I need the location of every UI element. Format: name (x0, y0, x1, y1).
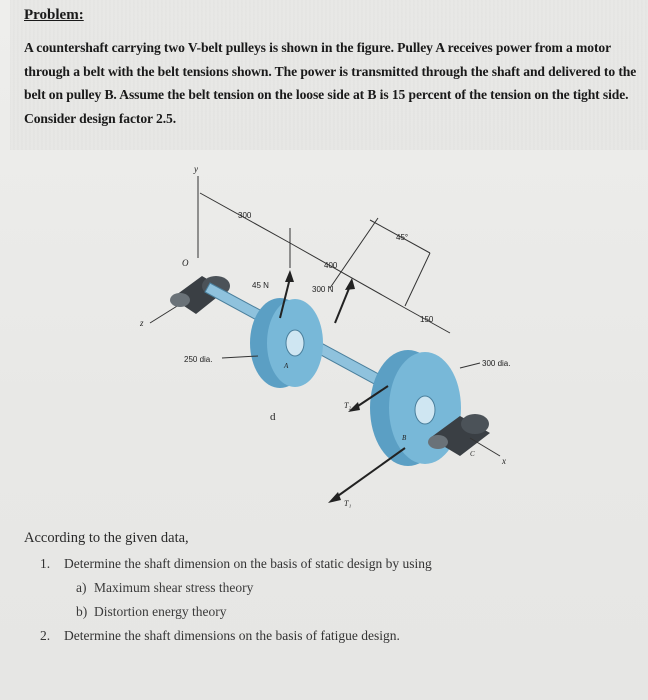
dim-400-line (290, 243, 405, 308)
label-d: d (270, 411, 276, 423)
label-dim-150: 150 (420, 315, 434, 324)
label-t1: T₁ (344, 499, 352, 508)
question-1-number: 1. (40, 556, 51, 571)
pulley-b (370, 350, 461, 466)
t1-arrowhead (328, 492, 341, 503)
label-dim-400: 400 (324, 261, 338, 270)
ext-line-right (405, 253, 430, 306)
force-300-arrow (335, 286, 350, 323)
problem-title: Problem: (24, 7, 84, 23)
question-2-number: 2. (40, 628, 51, 643)
label-dia-300: 300 dia. (482, 359, 511, 368)
label-y: y (194, 164, 198, 174)
label-pulley-b: B (402, 434, 407, 442)
question-1b (40, 600, 640, 624)
problem-statement: A countershaft carrying two V-belt pulleys is shown in the figure. Pulley A receives power from a motor through a belt with the belt tensions shown. The power is transmitted through the shaft and delivered to the belt on pulley B. Assume the belt tension on the loose side at B is 15 percent of the tension on the tight side. Consider design factor 2.5. (24, 40, 637, 126)
question-2-text: Determine the shaft dimensions on the basis of fatigue design. (64, 628, 400, 643)
label-pulley-a: A (284, 362, 289, 370)
question-1a-letter: a) (76, 580, 87, 595)
label-z: z (140, 318, 144, 328)
label-angle-45: 45° (396, 233, 409, 242)
angle-line (330, 218, 378, 288)
question-2 (40, 624, 640, 648)
question-list (40, 552, 640, 648)
pulley-a (250, 298, 323, 388)
force-300-arrowhead (345, 278, 355, 290)
question-1a (40, 576, 640, 600)
question-1 (40, 552, 640, 576)
question-1a-text: Maximum shear stress theory (94, 580, 254, 595)
countershaft-figure (130, 158, 530, 518)
t1-arrow (335, 448, 405, 498)
dia-300-leader (460, 363, 480, 368)
label-t2: T₂ (344, 401, 352, 410)
label-force-45: 45 N (252, 281, 269, 290)
label-bearing-c: C (470, 450, 475, 458)
question-1b-text: Distortion energy theory (94, 604, 227, 619)
label-x: x (502, 456, 506, 466)
label-dia-250: 250 dia. (184, 355, 213, 364)
label-dim-300: 300 (238, 211, 252, 220)
label-o: O (182, 258, 189, 268)
force-45-arrowhead (285, 270, 294, 282)
question-1-text: Determine the shaft dimension on the basis of static design by using (64, 556, 432, 571)
question-1b-letter: b) (76, 604, 88, 619)
label-force-300: 300 N (312, 285, 334, 294)
questions-intro: According to the given data, (24, 530, 189, 546)
